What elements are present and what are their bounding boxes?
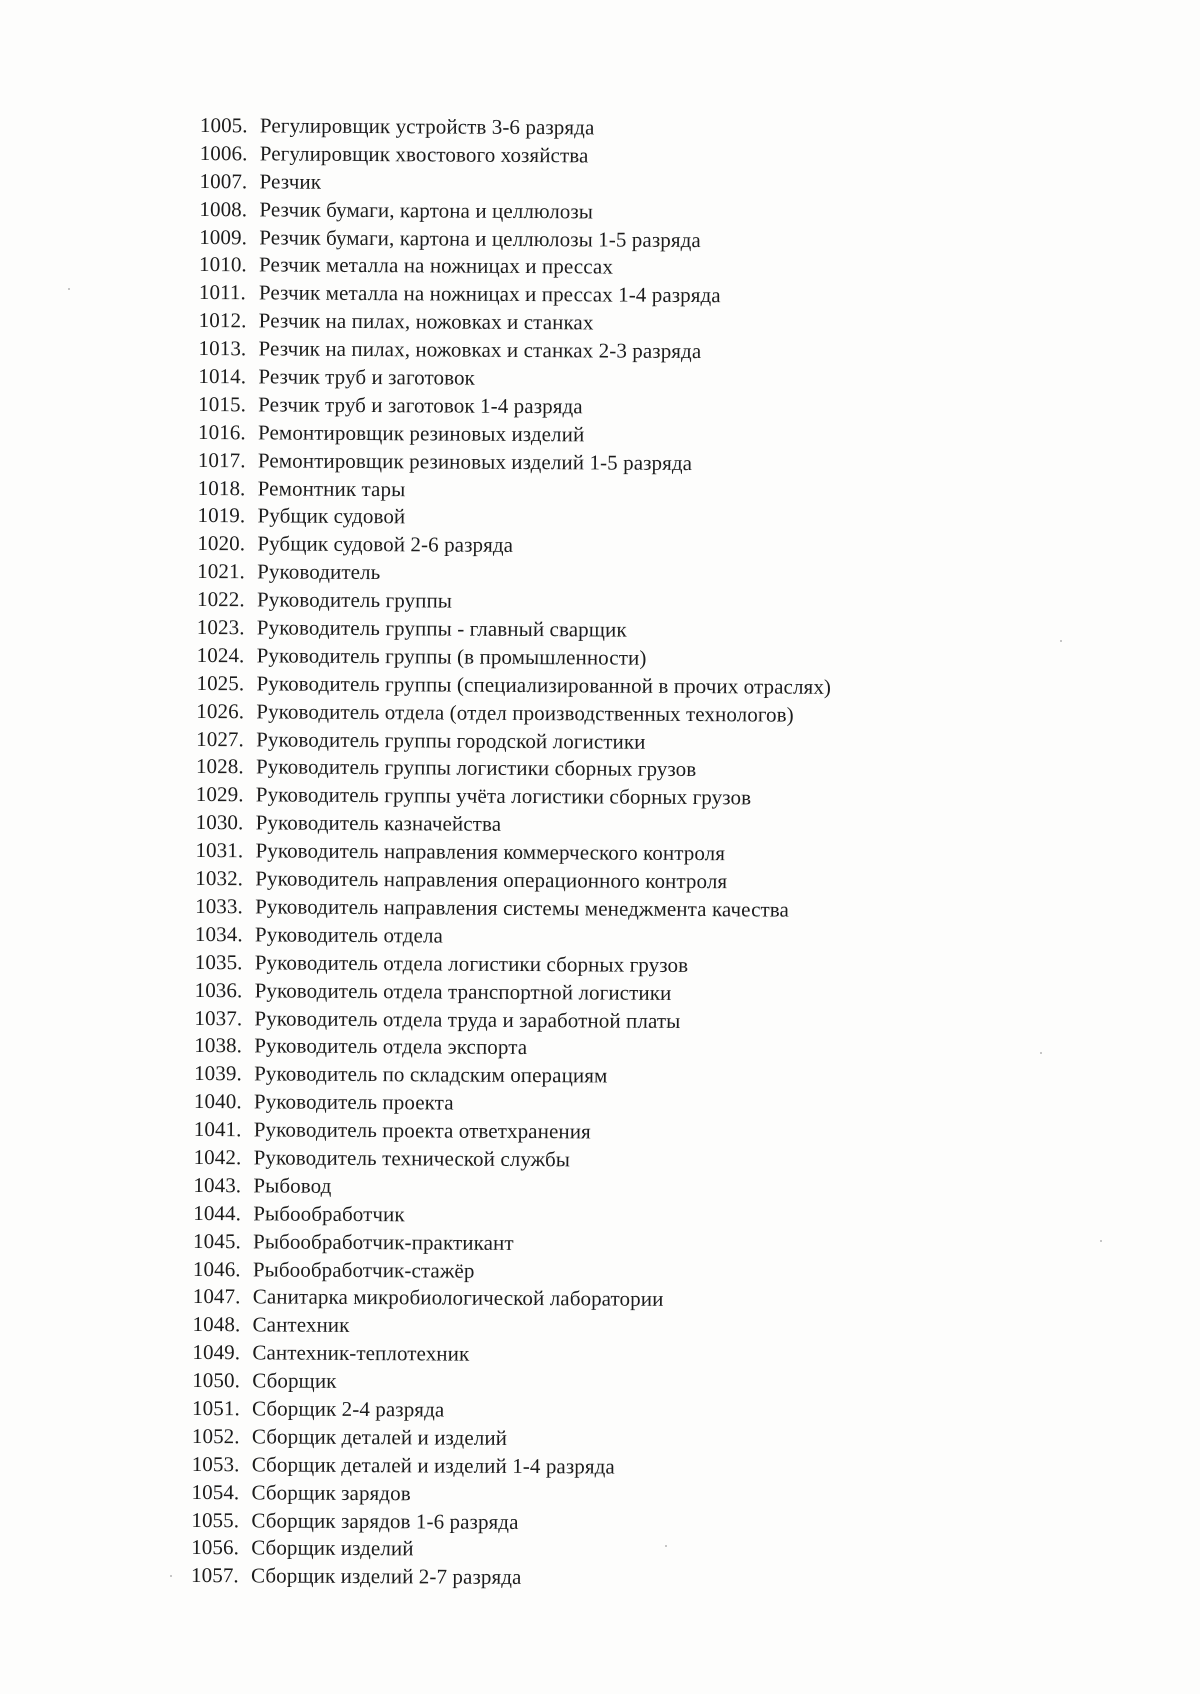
item-title: Сборщик 2-4 разряда (252, 1396, 445, 1422)
item-title: Резчик на пилах, ножовках и станках (258, 308, 594, 335)
list-item (200, 140, 1100, 173)
item-number: 1041. (193, 1117, 242, 1142)
item-number: 1032. (195, 866, 244, 891)
item-title: Сантехник (252, 1312, 350, 1338)
item-number: 1014. (198, 364, 247, 389)
item-title: Рыбообработчик-стажёр (252, 1256, 475, 1283)
item-title: Резчик металла на ножницах и прессах (258, 252, 614, 279)
item-number: 1042. (193, 1144, 242, 1170)
item-number: 1009. (199, 224, 248, 249)
item-title: Руководитель группы городской логистики (256, 726, 646, 754)
scan-speck (68, 288, 70, 290)
item-title: Ремонтировщик резиновых изделий (257, 420, 585, 447)
item-number: 1024. (196, 642, 245, 668)
item-title: Руководитель проекта (253, 1089, 454, 1115)
item-title: Резчик труб и заготовок (258, 364, 475, 390)
list-item (191, 1562, 1091, 1595)
item-title: Резчик на пилах, ножовках и станках 2-3 разряда (258, 336, 702, 364)
scan-speck (170, 1575, 172, 1577)
item-title: Руководитель отдела (отдел производственных технологов) (256, 699, 794, 727)
item-number: 1037. (194, 1005, 243, 1030)
item-number: 1046. (192, 1256, 241, 1281)
item-title: Руководитель (257, 559, 381, 585)
item-title: Сборщик деталей и изделий 1-4 разряда (251, 1452, 615, 1479)
item-title: Руководитель по складским операциям (254, 1061, 608, 1088)
item-title: Руководитель направления операционного контроля (255, 866, 728, 894)
item-title: Рыбообработчик (253, 1201, 405, 1227)
item-number: 1038. (194, 1033, 243, 1058)
item-title: Ремонтировщик резиновых изделий 1-5 разряда (257, 448, 693, 475)
item-number: 1035. (194, 949, 243, 974)
item-number: 1013. (198, 336, 247, 361)
item-number: 1044. (193, 1200, 242, 1226)
item-title: Руководитель отдела труда и заработной платы (254, 1005, 681, 1033)
item-number: 1006. (199, 140, 248, 166)
item-number: 1022. (196, 587, 245, 612)
item-number: 1031. (195, 838, 244, 863)
item-number: 1036. (194, 977, 243, 1002)
item-number: 1040. (193, 1089, 242, 1114)
item-number: 1029. (195, 782, 244, 807)
item-number: 1050. (192, 1368, 241, 1393)
item-title: Руководитель группы (256, 587, 453, 613)
item-title: Регулировщик хвостового хозяйства (259, 141, 589, 168)
item-title: Руководитель отдела экспорта (254, 1033, 528, 1060)
scan-speck (1100, 1240, 1102, 1242)
item-number: 1010. (198, 252, 247, 277)
item-number: 1023. (196, 615, 245, 640)
item-number: 1018. (197, 475, 246, 500)
item-title: Руководитель отдела логистики сборных грузов (254, 950, 689, 977)
item-number: 1056. (191, 1535, 240, 1560)
item-number: 1005. (199, 112, 248, 138)
item-title: Руководитель проекта ответхранения (253, 1117, 591, 1144)
item-number: 1012. (198, 308, 247, 333)
item-number: 1017. (197, 447, 246, 472)
item-title: Руководитель отдела (254, 922, 444, 948)
item-title: Руководитель группы логистики сборных грузов (255, 754, 697, 782)
item-number: 1051. (192, 1395, 240, 1421)
item-title: Руководитель направления коммерческого контроля (255, 838, 726, 866)
item-number: 1008. (199, 196, 248, 221)
item-number: 1015. (198, 391, 247, 417)
item-title: Санитарка микробиологической лаборатории (252, 1284, 664, 1312)
item-title: Рыбообработчик-практикант (253, 1228, 514, 1255)
item-title: Сборщик зарядов (251, 1479, 411, 1505)
item-title: Ремонтник тары (257, 475, 406, 501)
profession-list (191, 112, 1100, 1596)
item-title: Резчик металла на ножницах и прессах 1-4 разряда (258, 280, 721, 308)
item-title: Резчик бумаги, картона и целлюлозы (259, 197, 594, 224)
item-number: 1049. (192, 1340, 241, 1365)
item-title: Резчик труб и заготовок 1-4 разряда (258, 392, 583, 419)
item-title: Руководитель группы (в промышленности) (256, 643, 647, 670)
item-number: 1033. (195, 893, 243, 919)
item-title: Регулировщик устройств 3-6 разряда (259, 113, 595, 140)
item-title: Руководитель технической службы (253, 1145, 571, 1172)
item-number: 1043. (193, 1172, 242, 1198)
item-number: 1045. (193, 1228, 241, 1253)
item-title: Руководитель направления системы менеджмента качества (255, 894, 790, 922)
item-number: 1011. (198, 280, 246, 305)
item-number: 1052. (191, 1423, 240, 1449)
item-number: 1047. (192, 1284, 241, 1309)
item-number: 1054. (191, 1479, 240, 1504)
item-title: Рыбовод (253, 1173, 332, 1198)
item-title: Руководитель группы (специализированной в прочих отраслях) (256, 671, 832, 699)
item-number: 1021. (197, 559, 246, 584)
item-number: 1048. (192, 1312, 241, 1337)
item-number: 1025. (196, 670, 245, 696)
item-title: Сантехник-теплотехник (252, 1340, 470, 1366)
item-title: Сборщик изделий (251, 1535, 414, 1561)
item-number: 1055. (191, 1507, 240, 1532)
item-title: Рубщик судовой (257, 503, 406, 529)
item-number: 1020. (197, 531, 246, 556)
item-number: 1034. (194, 921, 243, 947)
item-title: Резчик бумаги, картона и целлюлозы 1-5 разряда (259, 224, 701, 252)
item-number: 1028. (195, 754, 244, 779)
item-title: Сборщик (252, 1368, 337, 1393)
item-number: 1057. (190, 1563, 239, 1588)
item-title: Сборщик зарядов 1-6 разряда (251, 1507, 519, 1534)
item-title: Рубщик судовой 2-6 разряда (257, 531, 514, 558)
item-title: Сборщик изделий 2-7 разряда (250, 1563, 522, 1590)
item-title: Руководитель группы учёта логистики сборных грузов (255, 782, 752, 810)
item-number: 1026. (196, 698, 245, 723)
item-number: 1016. (197, 419, 246, 445)
item-title: Руководитель группы - главный сварщик (256, 615, 627, 642)
item-number: 1027. (196, 726, 244, 751)
item-number: 1053. (191, 1451, 240, 1477)
item-number: 1030. (195, 810, 244, 835)
item-title: Руководитель отдела транспортной логистики (254, 977, 672, 1005)
item-title: Резчик (259, 169, 322, 194)
item-number: 1007. (199, 168, 248, 194)
item-number: 1039. (194, 1061, 242, 1086)
item-title: Сборщик деталей и изделий (251, 1424, 508, 1450)
item-number: 1019. (197, 503, 246, 528)
item-title: Руководитель казначейства (255, 810, 502, 837)
